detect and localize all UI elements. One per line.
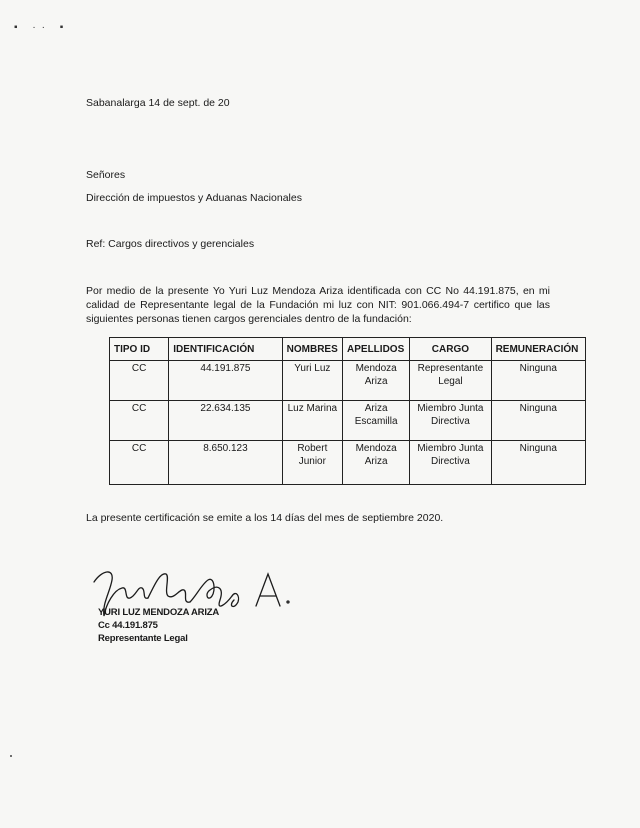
signature-block: [98, 606, 219, 645]
cell-cargo: Miembro Junta Directiva: [410, 441, 491, 485]
body-paragraph: Por medio de la presente Yo Yuri Luz Mendoza Ariza identificada con CC No 44.191.875, en mi calidad de Representante legal de la Fundación mi luz con NIT: 901.066.494-7 certifico que las siguientes personas tienen cargos gerenciales dentro de la fundación:: [86, 285, 550, 325]
cell-tipo-id: CC: [110, 441, 169, 485]
signer-name: YURI LUZ MENDOZA ARIZA: [98, 607, 220, 618]
cell-apellidos: Mendoza Ariza: [343, 441, 410, 485]
header-cargo: CARGO: [410, 338, 491, 361]
table-row: [110, 441, 586, 485]
cell-remuneracion: Ninguna: [491, 401, 585, 441]
header-apellidos: APELLIDOS: [343, 338, 410, 361]
cell-nombres: Yuri Luz: [282, 361, 342, 401]
closing-statement: La presente certificación se emite a los 14 días del mes de septiembre 2020.: [86, 512, 444, 524]
place-date: Sabanalarga 14 de sept. de 20: [86, 97, 230, 109]
cell-identificacion: 44.191.875: [169, 361, 282, 401]
cell-cargo: Miembro Junta Directiva: [410, 401, 491, 441]
cell-remuneracion: Ninguna: [491, 361, 585, 401]
header-tipo-id: TIPO ID: [110, 338, 169, 361]
header-identificacion: IDENTIFICACIÓN: [169, 338, 282, 361]
cell-nombres: Luz Marina: [282, 401, 342, 441]
table-row: [110, 361, 586, 401]
cell-tipo-id: CC: [110, 401, 169, 441]
cell-cargo: Representante Legal: [410, 361, 491, 401]
scan-artifact-marks: ▪ ·· ▪: [14, 22, 70, 33]
cell-apellidos: Mendoza Ariza: [343, 361, 410, 401]
salutation: Señores: [86, 169, 126, 181]
cell-nombres: Robert Junior: [282, 441, 342, 485]
table-row: [110, 401, 586, 441]
cargos-table: [109, 337, 586, 485]
table-header-row: [110, 338, 586, 361]
header-nombres: NOMBRES: [282, 338, 342, 361]
cell-tipo-id: CC: [110, 361, 169, 401]
signer-role: Representante Legal: [98, 633, 188, 644]
reference-line: Ref: Cargos directivos y gerenciales: [86, 238, 255, 250]
scan-dot: [10, 755, 12, 757]
recipient-entity: Dirección de impuestos y Aduanas Nacionales: [86, 192, 302, 204]
header-remuneracion: REMUNERACIÓN: [491, 338, 585, 361]
cell-apellidos: Ariza Escamilla: [343, 401, 410, 441]
cell-identificacion: 22.634.135: [169, 401, 282, 441]
cell-identificacion: 8.650.123: [169, 441, 282, 485]
cell-remuneracion: Ninguna: [491, 441, 585, 485]
signer-id: Cc 44.191.875: [98, 620, 158, 631]
